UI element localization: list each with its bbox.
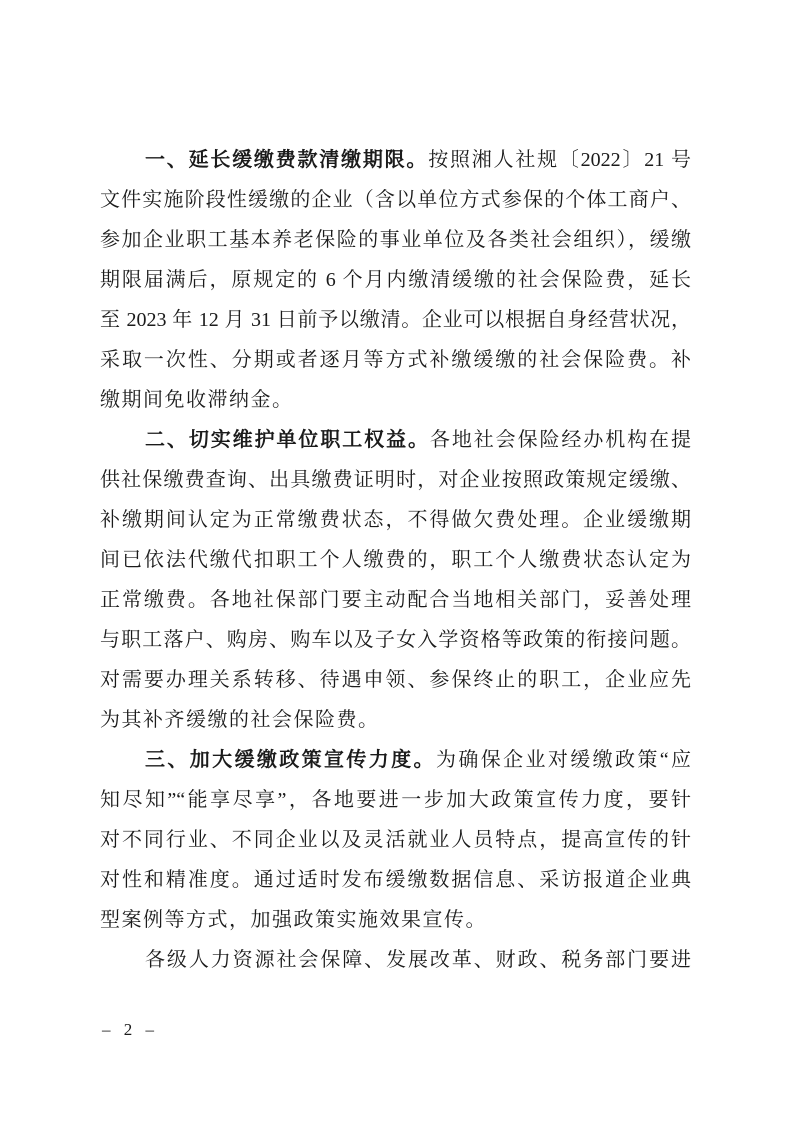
- line-text: 对不同行业、不同企业以及灵活就业人员特点，提高宣传的针: [100, 829, 691, 851]
- line-text: 为其补齐缓缴的社会保险费。: [100, 709, 380, 731]
- line-text: 对需要办理关系转移、待遇申领、参保终止的职工，企业应先: [100, 669, 691, 691]
- text-line: [100, 740, 691, 780]
- text-line: [100, 820, 691, 860]
- section-heading: 三、加大缓缴政策宣传力度。: [145, 749, 436, 771]
- text-line: [100, 380, 691, 420]
- line-text: 至 2023 年 12 月 31 日前予以缴清。企业可以根据自身经营状况，: [100, 309, 691, 331]
- text-line: [100, 500, 691, 540]
- text-line: [100, 580, 691, 620]
- line-text: 知尽知”“能享尽享”，各地要进一步加大政策宣传力度，要针: [100, 789, 691, 811]
- line-text: 文件实施阶段性缓缴的企业（含以单位方式参保的个体工商户、: [100, 189, 691, 211]
- document-body: [100, 140, 691, 980]
- section-heading: 一、延长缓缴费款清缴期限。: [145, 149, 429, 171]
- text-line: [100, 420, 691, 460]
- line-text: 期限届满后，原规定的 6 个月内缴清缓缴的社会保险费，延长: [100, 269, 691, 291]
- page-number: – 2 –: [102, 1020, 156, 1039]
- line-text: 与职工落户、购房、购车以及子女入学资格等政策的衔接问题。: [100, 629, 691, 651]
- line-text: 各级人力资源社会保障、发展改革、财政、税务部门要进: [145, 949, 691, 971]
- text-line: [100, 260, 691, 300]
- text-line: [100, 620, 691, 660]
- line-text: 各地社会保险经办机构在提: [429, 429, 691, 451]
- line-text: 供社保缴费查询、出具缴费证明时，对企业按照政策规定缓缴、: [100, 469, 691, 491]
- line-text: 间已依法代缴代扣职工个人缴费的，职工个人缴费状态认定为: [100, 549, 691, 571]
- text-line: [100, 340, 691, 380]
- line-text: 参加企业职工基本养老保险的事业单位及各类社会组织），缓缴: [100, 229, 691, 251]
- text-line: [100, 140, 691, 180]
- line-text: 按照湘人社规〔2022〕21 号: [428, 149, 691, 171]
- line-text: 为确保企业对缓缴政策“应: [435, 749, 691, 771]
- text-line: [100, 220, 691, 260]
- line-text: 型案例等方式，加强政策实施效果宣传。: [100, 909, 487, 931]
- line-text: 采取一次性、分期或者逐月等方式补缴缓缴的社会保险费。补: [100, 349, 691, 371]
- text-line: [100, 180, 691, 220]
- text-line: [100, 540, 691, 580]
- line-text: 对性和精准度。通过适时发布缓缴数据信息、采访报道企业典: [100, 869, 691, 891]
- text-line: [100, 780, 691, 820]
- line-text: 正常缴费。各地社保部门要主动配合当地相关部门，妥善处理: [100, 589, 691, 611]
- line-text: 缴期间免收滞纳金。: [100, 389, 294, 411]
- text-line: [100, 660, 691, 700]
- text-line: [100, 700, 691, 740]
- text-line: [100, 300, 691, 340]
- text-line: [100, 860, 691, 900]
- section-heading: 二、切实维护单位职工权益。: [145, 429, 430, 451]
- line-text: 补缴期间认定为正常缴费状态，不得做欠费处理。企业缓缴期: [100, 509, 691, 531]
- text-line: [100, 900, 691, 940]
- text-line: [100, 940, 691, 980]
- text-line: [100, 460, 691, 500]
